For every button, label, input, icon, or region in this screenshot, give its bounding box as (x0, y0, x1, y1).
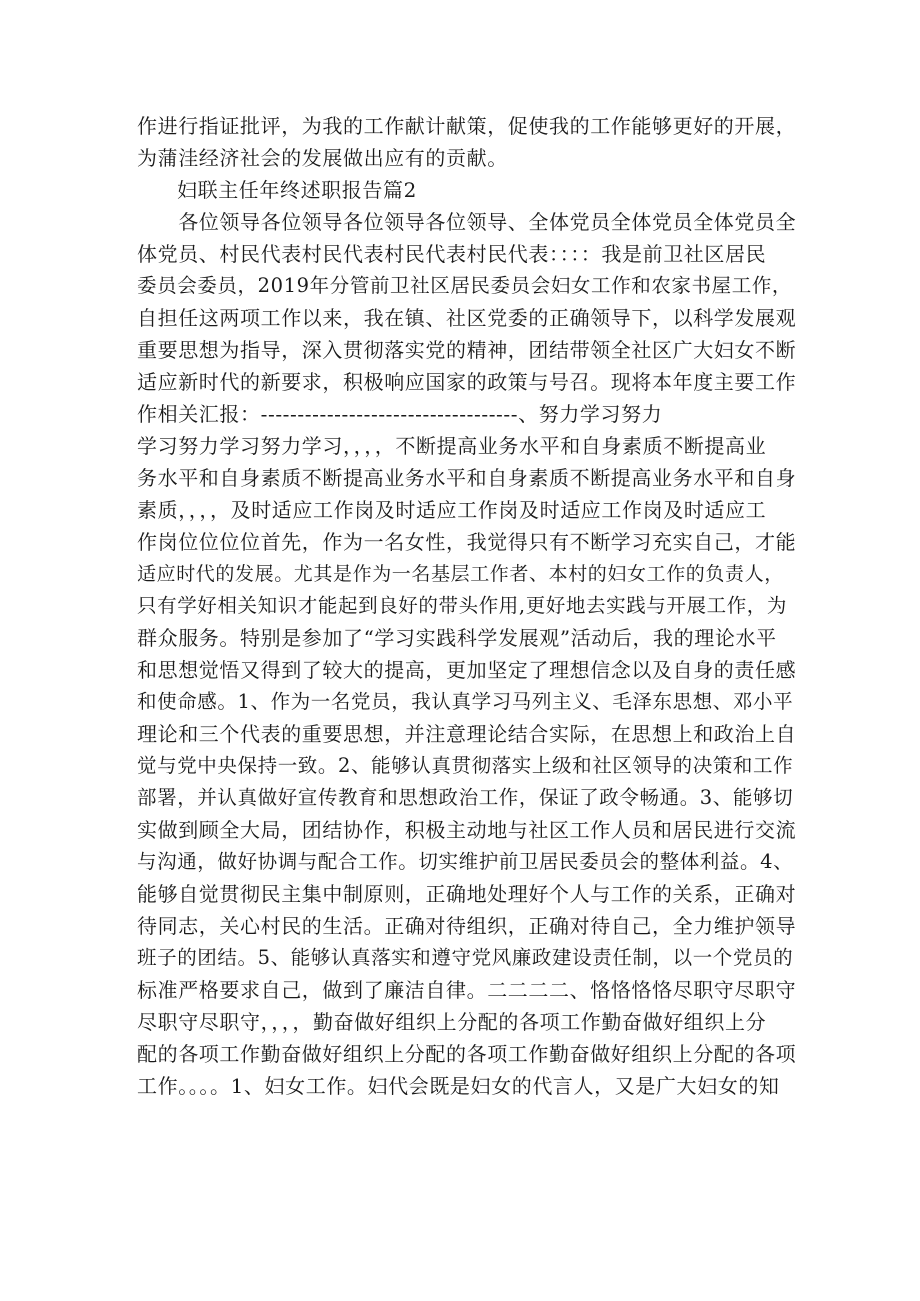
text-line: 适应新时代的新要求，积极响应国家的政策与号召。现将本年度主要工作 (137, 370, 797, 394)
body-paragraph (137, 206, 797, 1102)
text-line: 学习努力学习努力学习，，，，不断提高业务水平和自身素质不断提高业 (137, 434, 767, 458)
text-line: 配的各项工作勤奋做好组织上分配的各项工作勤奋做好组织上分配的各项 (137, 1042, 797, 1066)
text-line: 工作。。。。1、妇女工作。妇代会既是妇女的代言人，又是广大妇女的知 (137, 1074, 780, 1098)
text-line: 作进行指证批评，为我的工作献计献策，促使我的工作能够更好的开展， (137, 114, 797, 138)
text-line: 群众服务。特别是参加了“学习实践科学发展观”活动后，我的理论水平 (137, 626, 777, 650)
text-line: 各位领导各位领导各位领导各位领导、全体党员全体党员全体党员全 (137, 210, 797, 234)
intro-paragraph (137, 110, 797, 174)
text-line: 理论和三个代表的重要思想，并注意理论结合实际，在思想上和政治上自 (137, 722, 797, 746)
text-line: 待同志，关心村民的生活。正确对待组织，正确对待自己，全力维护领导 (137, 914, 797, 938)
section-title: 妇联主任年终述职报告篇2 (177, 178, 417, 202)
text-line: 和思想觉悟又得到了较大的提高，更加坚定了理想信念以及自身的责任感 (137, 658, 797, 682)
text-line: 适应时代的发展。尤其是作为一名基层工作者、本村的妇女工作的负责人， (137, 563, 784, 585)
text-line: 委员会委员，2019年分管前卫社区居民委员会妇女工作和农家书屋工作， (137, 274, 793, 297)
text-line: 自担任这两项工作以来，我在镇、社区党委的正确领导下，以科学发展观 (137, 306, 797, 330)
text-line: 能够自觉贯彻民主集中制原则，正确地处理好个人与工作的关系，正确对 (137, 882, 797, 906)
text-line: 尽职守尽职守，，，，勤奋做好组织上分配的各项工作勤奋做好组织上分 (137, 1010, 767, 1034)
text-line: 作相关汇报：-----------------------------------、努力学习努力 (137, 402, 663, 426)
text-line: 素质，，，，及时适应工作岗及时适应工作岗及时适应工作岗及时适应工 (137, 498, 767, 522)
text-line: 为蒲洼经济社会的发展做出应有的贡献。 (137, 146, 508, 170)
text-line: 实做到顾全大局，团结协作，积极主动地与社区工作人员和居民进行交流 (137, 818, 797, 842)
text-line: 班子的团结。5、能够认真落实和遵守党风廉政建设责任制，以一个党员的 (137, 946, 794, 969)
text-line: 和使命感。1、作为一名党员，我认真学习马列主义、毛泽东思想、邓小平 (137, 690, 794, 713)
text-line: 作岗位位位位首先，作为一名女性，我觉得只有不断学习充实自己，才能 (137, 530, 797, 554)
text-line: 标准严格要求自己，做到了廉洁自律。二二二二、恪恪恪恪尽职守尽职守 (137, 978, 797, 1002)
text-line: 觉与党中央保持一致。2、能够认真贯彻落实上级和社区领导的决策和工作 (137, 754, 794, 777)
text-line: 部署，并认真做好宣传教育和思想政治工作，保证了政令畅通。3、能够切 (137, 786, 794, 809)
text-line: 只有学好相关知识才能起到良好的带头作用,更好地去实践与开展工作，为 (137, 594, 787, 617)
text-line: 重要思想为指导，深入贯彻落实党的精神，团结带领全社区广大妇女不断 (137, 338, 797, 362)
text-line: 与沟通，做好协调与配合工作。切实维护前卫居民委员会的整体利益。4、 (137, 850, 794, 873)
text-line: 务水平和自身素质不断提高业务水平和自身素质不断提高业务水平和自身 (137, 466, 797, 490)
text-line: 体党员、村民代表村民代表村民代表村民代表：：：：我是前卫社区居民 (137, 242, 767, 266)
